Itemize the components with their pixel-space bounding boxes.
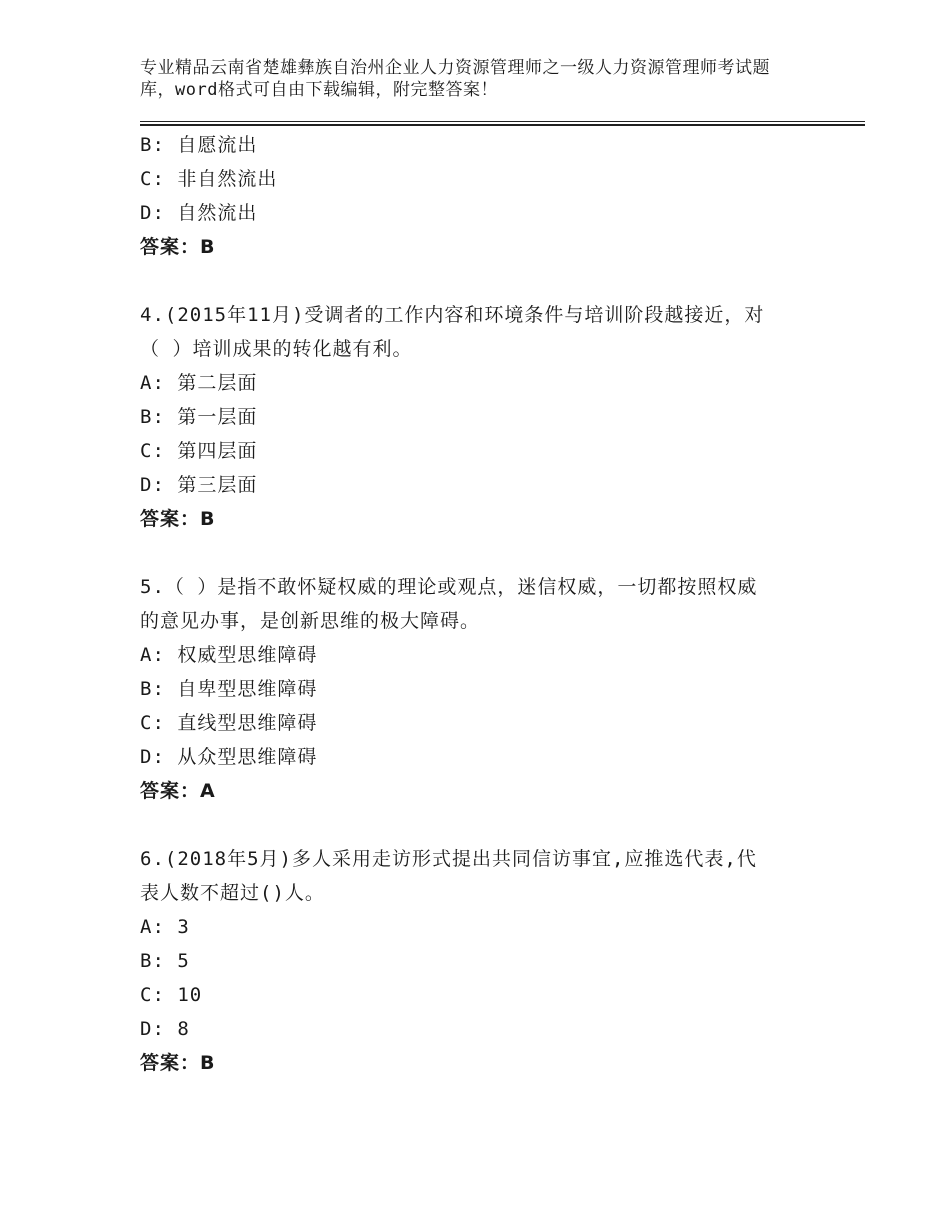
option-a: A: 权威型思维障碍	[140, 644, 318, 666]
question-list	[140, 128, 820, 1080]
option-c: C: 10	[140, 984, 203, 1006]
answer-line: 答案：B	[140, 236, 216, 258]
question-stem-line-2: （ ）培训成果的转化越有利。	[140, 338, 413, 360]
answer-line: 答案：B	[140, 508, 216, 530]
option-b: B: 5	[140, 950, 190, 972]
question-stem-line-2: 的意见办事，是创新思维的极大障碍。	[140, 610, 481, 632]
answer-line: 答案：B	[140, 1052, 216, 1074]
option-b: B: 第一层面	[140, 406, 258, 428]
header-line-1: 专业精品云南省楚雄彝族自治州企业人力资源管理师之一级人力资源管理师考试题	[140, 58, 770, 78]
option-d: D: 第三层面	[140, 474, 258, 496]
header-line-2: 库，word格式可自由下载编辑，附完整答案！	[140, 80, 498, 100]
question-3	[140, 128, 820, 264]
question-stem-line-1: 4.(2015年11月)受调者的工作内容和环境条件与培训阶段越接近，对	[140, 304, 765, 326]
option-b: B: 自愿流出	[140, 134, 258, 156]
question-4	[140, 298, 820, 536]
spacer	[140, 808, 820, 842]
header-rule-thick	[140, 124, 865, 126]
option-d: D: 从众型思维障碍	[140, 746, 318, 768]
option-c: C: 第四层面	[140, 440, 258, 462]
option-b: B: 自卑型思维障碍	[140, 678, 318, 700]
header-rule-thin	[140, 121, 865, 122]
question-stem-line-2: 表人数不超过()人。	[140, 882, 325, 904]
option-c: C: 直线型思维障碍	[140, 712, 318, 734]
spacer	[140, 536, 820, 570]
spacer	[140, 264, 820, 298]
option-c: C: 非自然流出	[140, 168, 278, 190]
question-5	[140, 570, 820, 808]
option-a: A: 第二层面	[140, 372, 258, 394]
option-d: D: 自然流出	[140, 202, 258, 224]
answer-line: 答案：A	[140, 780, 216, 802]
question-stem-line-1: 5.（ ）是指不敢怀疑权威的理论或观点，迷信权威，一切都按照权威	[140, 576, 758, 598]
question-6	[140, 842, 820, 1080]
document-header	[140, 57, 830, 101]
option-a: A: 3	[140, 916, 190, 938]
question-stem-line-1: 6.(2018年5月)多人采用走访形式提出共同信访事宜,应推选代表,代	[140, 848, 757, 870]
option-d: D: 8	[140, 1018, 190, 1040]
